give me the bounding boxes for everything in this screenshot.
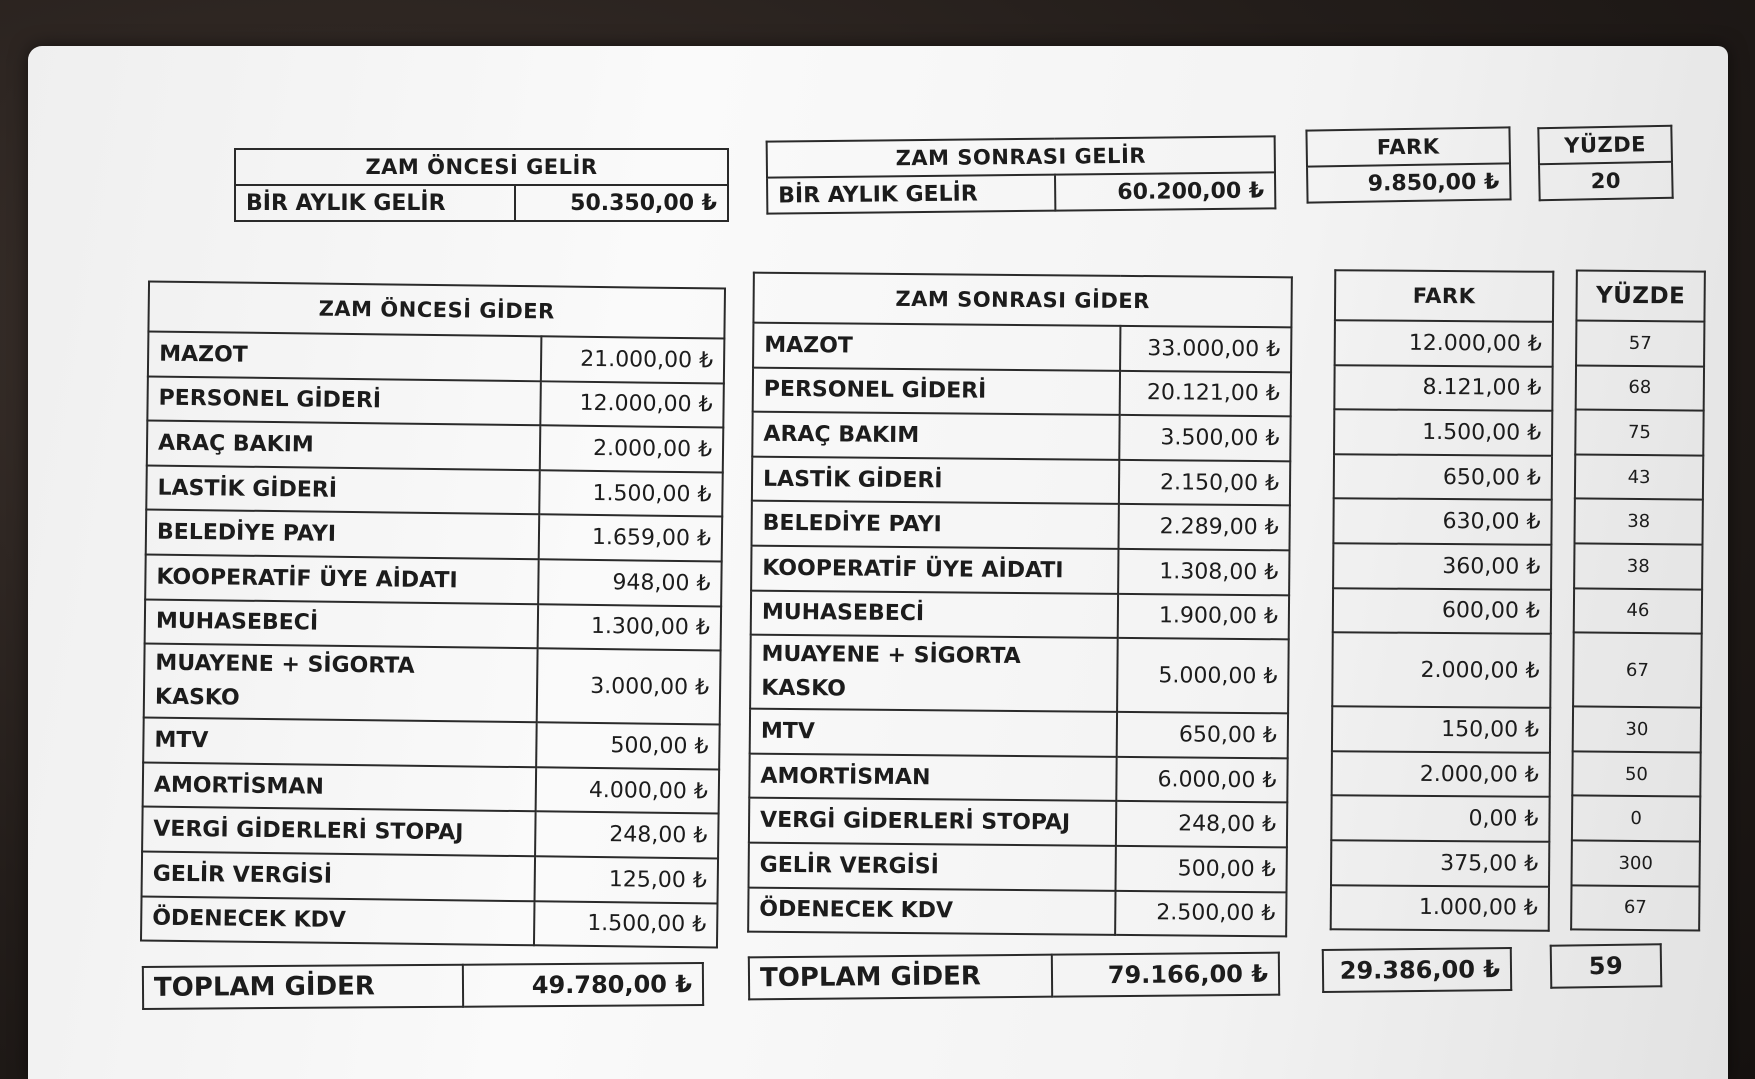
expense-diff-table (1330, 269, 1555, 932)
row-label: MAZOT (753, 323, 1120, 371)
expense-pct-value: 50 (1572, 751, 1700, 797)
expense-diff-amount: 12.000,00 ₺ (1335, 320, 1553, 366)
expense-diff-amount: 2.000,00 ₺ (1332, 751, 1550, 797)
row-label-line2: KASKO (154, 684, 240, 711)
expense-before-amount: 21.000,00 ₺ (541, 336, 725, 383)
income-after-label: BİR AYLIK GELİR (767, 175, 1056, 214)
row-label: MTV (143, 718, 536, 767)
row-label: GELİR VERGİSİ (749, 843, 1116, 891)
expense-after-amount: 2.150,00 ₺ (1119, 460, 1291, 506)
row-label: PERSONEL GİDERİ (753, 367, 1120, 415)
total-diff-amount: 29.386,00 ₺ (1323, 948, 1511, 992)
expense-before-amount: 4.000,00 ₺ (535, 767, 719, 814)
total-before-label: TOPLAM GİDER (143, 965, 463, 1009)
expense-after-amount: 2.289,00 ₺ (1118, 504, 1290, 550)
row-label: KOOPERATİF ÜYE AİDATI (751, 546, 1118, 594)
row-label: BELEDİYE PAYI (752, 501, 1119, 549)
expense-after-amount: 1.900,00 ₺ (1118, 593, 1290, 639)
expense-pct-value: 300 (1572, 840, 1700, 886)
income-after-title: ZAM SONRASI GELİR (767, 136, 1275, 177)
expense-after-amount: 6.000,00 ₺ (1116, 757, 1288, 803)
expense-diff-amount: 1.000,00 ₺ (1331, 885, 1549, 931)
total-after-amount: 79.166,00 ₺ (1052, 953, 1280, 997)
income-diff-title: FARK (1306, 127, 1510, 166)
expense-diff-title: FARK (1335, 270, 1553, 322)
expense-before-amount: 125,00 ₺ (534, 856, 718, 903)
expense-diff-amount: 0,00 ₺ (1331, 796, 1549, 842)
expense-pct-value: 67 (1573, 633, 1702, 708)
row-label-line2: KASKO (761, 675, 847, 702)
income-after-table (766, 135, 1277, 214)
expense-pct-value: 46 (1574, 588, 1702, 634)
income-pct-table (1537, 125, 1673, 202)
expense-pct-table (1570, 269, 1706, 931)
row-label: VERGİ GİDERLERİ STOPAJ (749, 798, 1116, 846)
row-label (750, 635, 1117, 712)
expense-before-amount: 248,00 ₺ (535, 812, 719, 859)
expense-after-amount: 2.500,00 ₺ (1115, 890, 1287, 936)
row-label: LASTİK GİDERİ (752, 456, 1119, 504)
row-label: LASTİK GİDERİ (146, 465, 539, 514)
expense-after-amount: 500,00 ₺ (1115, 846, 1287, 892)
row-label-line1: MUAYENE + SİGORTA (155, 650, 415, 679)
row-label-line1: MUAYENE + SİGORTA (761, 641, 1021, 670)
row-label: MAZOT (148, 332, 541, 381)
row-label: KOOPERATİF ÜYE AİDATI (145, 554, 538, 603)
expense-pct-value: 75 (1575, 410, 1703, 456)
income-diff-amount: 9.850,00 ₺ (1307, 163, 1511, 202)
total-pct-value: 59 (1551, 944, 1662, 988)
expense-before-amount: 948,00 ₺ (538, 559, 722, 606)
income-before-amount: 50.350,00 ₺ (515, 185, 728, 221)
total-after-table (748, 952, 1280, 1001)
income-pct-value: 20 (1539, 162, 1673, 201)
expense-before-amount: 2.000,00 ₺ (539, 425, 723, 472)
expense-after-table (747, 272, 1293, 938)
row-label: ÖDENECEK KDV (748, 887, 1115, 935)
expense-diff-amount: 2.000,00 ₺ (1332, 632, 1551, 708)
expense-after-amount: 33.000,00 ₺ (1120, 326, 1292, 372)
row-label: BELEDİYE PAYI (146, 510, 539, 559)
expense-diff-amount: 360,00 ₺ (1333, 543, 1551, 589)
expense-diff-amount: 375,00 ₺ (1331, 840, 1549, 886)
expense-after-amount: 5.000,00 ₺ (1117, 638, 1289, 713)
expense-before-amount: 12.000,00 ₺ (540, 381, 724, 428)
expense-before-amount: 3.000,00 ₺ (536, 648, 720, 724)
row-label: AMORTİSMAN (749, 753, 1116, 801)
expense-pct-value: 68 (1576, 365, 1704, 411)
total-pct-table (1550, 943, 1663, 989)
total-before-table (142, 962, 704, 1010)
row-label: ARAÇ BAKIM (147, 421, 540, 470)
expense-pct-value: 67 (1571, 885, 1699, 931)
income-after-amount: 60.200,00 ₺ (1055, 172, 1275, 210)
expense-before-title: ZAM ÖNCESİ GİDER (148, 282, 725, 339)
expense-after-amount: 1.308,00 ₺ (1118, 549, 1290, 595)
row-label: ÖDENECEK KDV (141, 896, 534, 945)
expense-pct-value: 0 (1572, 796, 1700, 842)
paper-sheet (28, 46, 1728, 1079)
expense-pct-value: 43 (1575, 454, 1703, 500)
row-label: PERSONEL GİDERİ (147, 376, 540, 425)
expense-pct-value: 38 (1574, 499, 1702, 545)
expense-pct-title: YÜZDE (1576, 270, 1704, 321)
row-label: GELİR VERGİSİ (142, 851, 535, 900)
row-label: MUHASEBECİ (145, 599, 538, 648)
income-before-label: BİR AYLIK GELİR (235, 185, 515, 221)
income-pct-title: YÜZDE (1538, 126, 1672, 165)
total-after-label: TOPLAM GİDER (749, 955, 1052, 1000)
row-label: ARAÇ BAKIM (752, 412, 1119, 460)
expense-pct-value: 57 (1576, 320, 1704, 366)
expense-after-title: ZAM SONRASI GİDER (753, 273, 1291, 328)
expense-before-table (140, 280, 726, 948)
row-label: MTV (750, 709, 1117, 757)
expense-pct-value: 30 (1573, 707, 1701, 753)
expense-before-amount: 1.659,00 ₺ (538, 515, 722, 562)
row-label (144, 644, 538, 723)
expense-diff-amount: 1.500,00 ₺ (1334, 409, 1552, 455)
expense-after-amount: 20.121,00 ₺ (1119, 370, 1291, 416)
expense-before-amount: 1.500,00 ₺ (534, 901, 718, 948)
expense-pct-value: 38 (1574, 543, 1702, 589)
row-label: MUHASEBECİ (751, 590, 1118, 638)
expense-diff-amount: 150,00 ₺ (1332, 706, 1550, 752)
expense-diff-amount: 630,00 ₺ (1333, 499, 1551, 545)
expense-after-amount: 3.500,00 ₺ (1119, 415, 1291, 461)
expense-before-amount: 500,00 ₺ (536, 722, 720, 769)
expense-diff-amount: 8.121,00 ₺ (1334, 365, 1552, 411)
income-diff-table (1305, 126, 1511, 203)
income-before-title: ZAM ÖNCESİ GELİR (235, 149, 728, 185)
total-before-amount: 49.780,00 ₺ (463, 963, 703, 1007)
expense-diff-amount: 600,00 ₺ (1333, 588, 1551, 634)
total-diff-table (1322, 947, 1512, 993)
row-label: VERGİ GİDERLERİ STOPAJ (142, 807, 535, 856)
expense-diff-amount: 650,00 ₺ (1334, 454, 1552, 500)
expense-after-amount: 650,00 ₺ (1116, 712, 1288, 758)
row-label: AMORTİSMAN (143, 762, 536, 811)
income-before-table (234, 148, 729, 222)
expense-after-amount: 248,00 ₺ (1116, 801, 1288, 847)
expense-before-amount: 1.500,00 ₺ (539, 470, 723, 517)
expense-before-amount: 1.300,00 ₺ (537, 604, 721, 651)
